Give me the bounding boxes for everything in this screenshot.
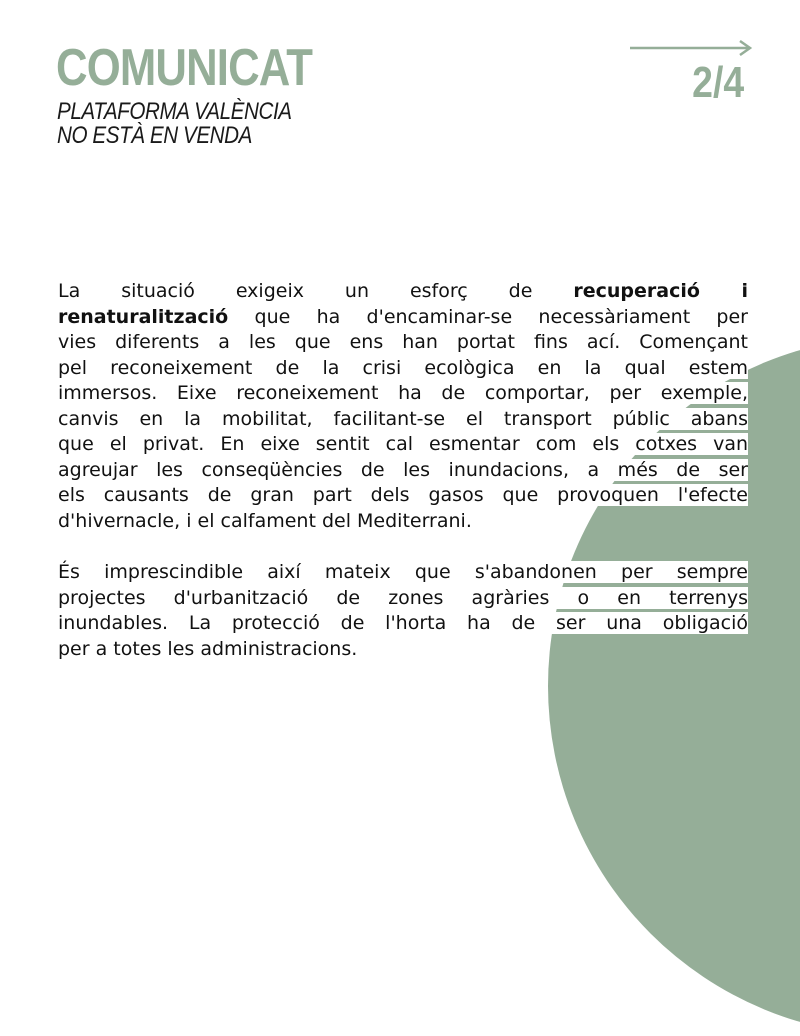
paragraph-2-line-3: inundables. La protecció de l'horta ha de ser una obligació — [58, 612, 748, 634]
paragraph-1-line-1-text: La situació exigeix un esforç de — [58, 280, 574, 302]
body-text — [58, 279, 748, 662]
page-number: 2/4 — [692, 58, 744, 107]
paragraph-1-line-5: immersos. Eixe reconeixement ha de comportar, per exemple, — [58, 382, 748, 404]
paragraph-2-line-1: És imprescindible així mateix que s'abandonen per sempre — [58, 561, 748, 583]
paragraph-1-line-3: vies diferents a les que ens han portat fins ací. Començant — [58, 331, 748, 353]
paragraph-1-line-7: que el privat. En eixe sentit cal esmentar com els cotxes van — [58, 433, 748, 455]
paragraph-1-line-8: agreujar les conseqüències de les inundacions, a més de ser — [58, 458, 748, 481]
page-subtitle — [57, 100, 292, 148]
emphasis-renaturalitzacio: renaturalització — [58, 305, 229, 328]
paragraph-2-line-2: projectes d'urbanització de zones agràries o en terrenys — [58, 586, 748, 609]
paragraph-1-line-4: pel reconeixement de la crisi ecològica en la qual estem — [58, 356, 748, 379]
subtitle-line-2: NO ESTÀ EN VENDA — [57, 122, 252, 149]
page-title: COMUNICAT — [56, 39, 313, 97]
paragraph-1-line-9: els causants de gran part dels gasos que provoquen l'efecte — [58, 484, 748, 506]
paragraph-1-line-2-text: que ha d'encaminar-se necessàriament per — [228, 305, 748, 328]
arrow-right-icon — [630, 40, 754, 56]
paragraph-2-line-4: per a totes les administracions. — [58, 637, 358, 660]
subtitle-line-1: PLATAFORMA VALÈNCIA — [57, 98, 292, 125]
paragraph-1 — [58, 279, 748, 534]
paragraph-1-line-6: canvis en la mobilitat, facilitant-se el transport públic abans — [58, 407, 748, 430]
paragraph-2 — [58, 560, 748, 662]
emphasis-recuperacio: recuperació i — [573, 280, 748, 302]
paragraph-1-line-10: d'hivernacle, i el calfament del Mediterrani. — [58, 509, 472, 532]
